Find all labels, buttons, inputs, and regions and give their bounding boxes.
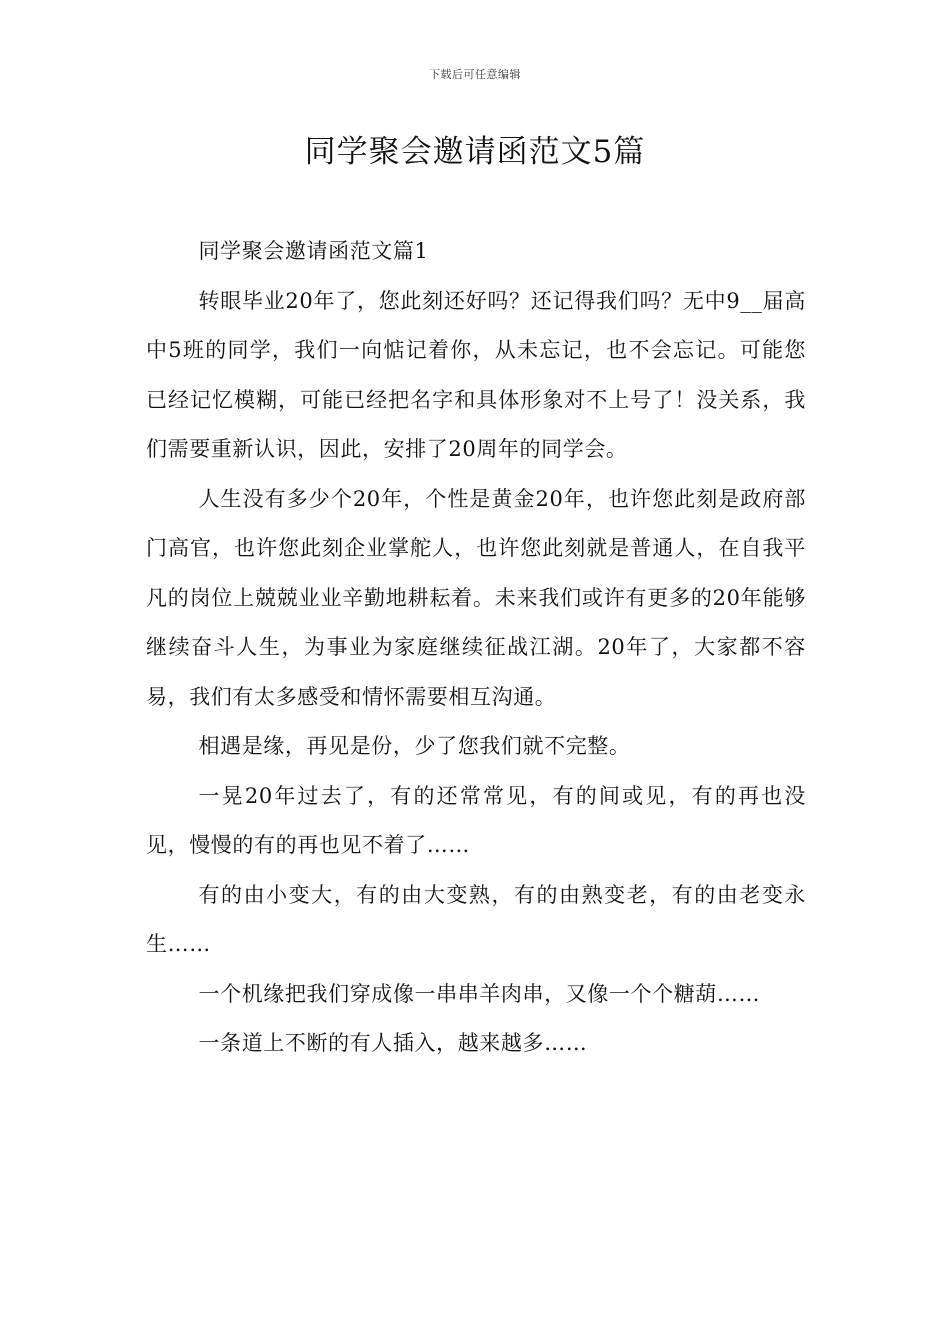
page-title: 同学聚会邀请函范文5篇 (304, 134, 646, 170)
paragraph-7: 一条道上不断的有人插入，越来越多…… (198, 1031, 588, 1055)
paragraph-1: 转眼毕业20年了，您此刻还好吗？还记得我们吗？无中9__届高中5班的同学，我们一向惦记着你，从未忘记，也不会忘记。可能您已经记忆模糊，可能已经把名字和具体形象对不上号了！没关系，我们需要重新认识，因此，安排了20周年的同学会。 (146, 288, 806, 461)
section-heading: 同学聚会邀请函范文篇1 (198, 239, 429, 263)
header-note: 下载后可任意编辑 (429, 68, 521, 81)
paragraph-5: 有的由小变大，有的由大变熟，有的由熟变老，有的由老变永生…… (146, 882, 806, 956)
paragraph-3: 相遇是缘，再见是份，少了您我们就不完整。 (198, 734, 631, 758)
document-body (146, 227, 806, 1069)
paragraph-2: 人生没有多少个20年，个性是黄金20年，也许您此刻是政府部门高官，也许您此刻企业掌舵人，也许您此刻就是普通人，在自我平凡的岗位上兢兢业业辛勤地耕耘着。未来我们或许有更多的20年能够继续奋斗人生，为事业为家庭继续征战江湖。20年了，大家都不容易，我们有太多感受和情怀需要相互沟通。 (146, 486, 806, 709)
paragraph-6: 一个机缘把我们穿成像一串串羊肉串，又像一个个糖葫…… (198, 981, 761, 1006)
paragraph-4: 一晃20年过去了，有的还常常见，有的间或见，有的再也没见，慢慢的有的再也见不着了…… (146, 783, 806, 857)
